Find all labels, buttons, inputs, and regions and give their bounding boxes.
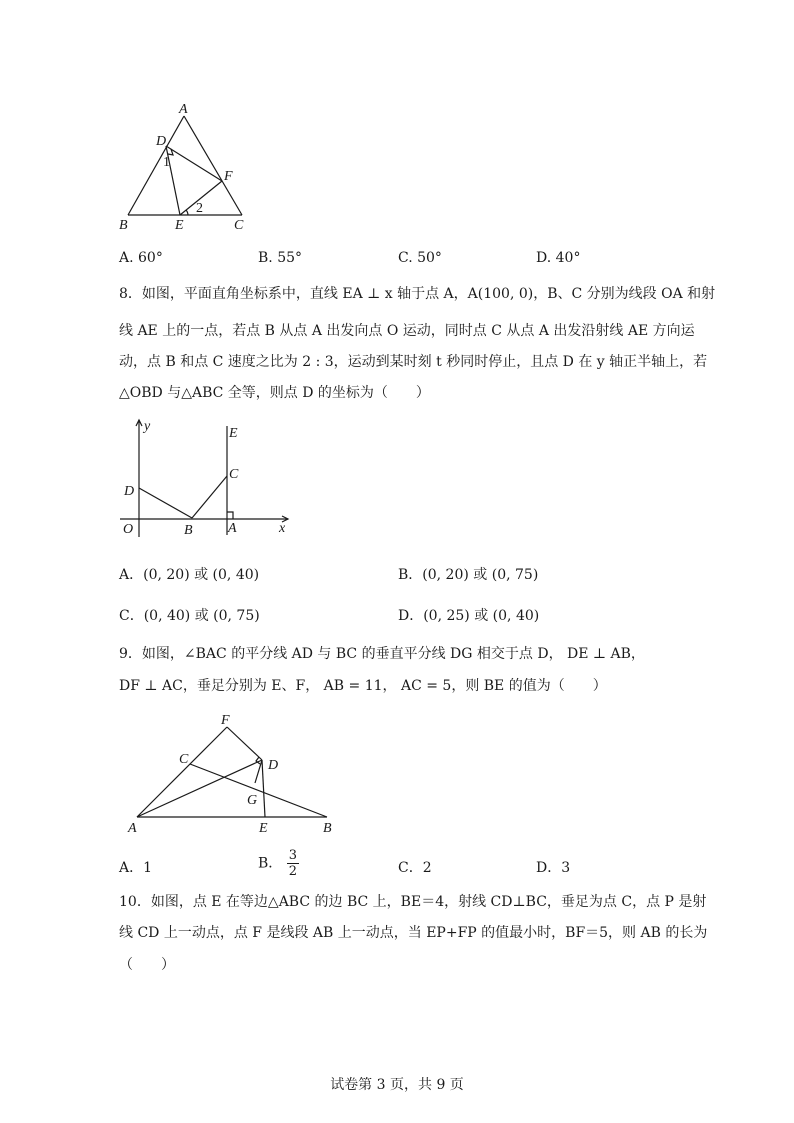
q9-label-e: E [259, 821, 268, 836]
q8-label-y: y [144, 419, 151, 434]
q9-option-b-denominator: 2 [288, 864, 298, 879]
q9-option-d[interactable]: D．3 [536, 860, 571, 876]
q7-option-d[interactable]: D. 40° [536, 250, 581, 266]
q8-label-d: D [124, 484, 135, 499]
q9-option-b-fraction [287, 848, 299, 879]
q9-option-b-numerator: 3 [288, 848, 298, 863]
q7-label-d: D [156, 134, 167, 149]
q8-option-d[interactable]: D．(0, 25) 或 (0, 40) [398, 608, 540, 624]
q7-label-2: 2 [196, 201, 203, 216]
q10-text-line-3: （ ） [119, 957, 175, 973]
q8-text-line-1: 8．如图，平面直角坐标系中，直线 EA ⊥ x 轴于点 A，A(100, 0)，B、C 分别为线段 OA 和射 [119, 286, 716, 302]
q7-option-b[interactable]: B. 55° [258, 250, 303, 266]
q8-option-a[interactable]: A．(0, 20) 或 (0, 40) [119, 567, 260, 583]
q9-label-b: B [323, 821, 332, 836]
q8-label-x: x [279, 521, 286, 536]
q10-text-line-1: 10．如图，点 E 在等边△ABC 的边 BC 上，BE＝4，射线 CD⊥BC，垂足为点 C，点 P 是射 [119, 894, 707, 910]
q7-option-c[interactable]: C. 50° [398, 250, 442, 266]
q9-label-d: D [268, 758, 279, 773]
q9-option-b-prefix: B． [258, 855, 283, 872]
q7-label-c: C [234, 218, 244, 233]
q10-text-line-2: 线 CD 上一动点，点 F 是线段 AB 上一动点，当 EP+FP 的值最小时，BF＝5，则 AB 的长为 [119, 925, 708, 941]
q9-text-line-2: DF ⊥ AC，垂足分别为 E、F， AB = 11， AC = 5，则 BE 的值为（ ） [119, 678, 607, 694]
q8-label-b: B [184, 523, 193, 538]
q8-text-line-2: 线 AE 上的一点，若点 B 从点 A 出发向点 O 运动，同时点 C 从点 A 出发沿射线 AE 方向运 [119, 323, 695, 339]
q8-label-a: A [228, 521, 237, 536]
q8-label-e: E [229, 426, 238, 441]
q8-text-line-4: △OBD 与△ABC 全等，则点 D 的坐标为（ ） [119, 385, 430, 401]
q7-label-e: E [175, 218, 184, 233]
q7-label-1: 1 [163, 155, 170, 170]
q8-option-b[interactable]: B．(0, 20) 或 (0, 75) [398, 567, 539, 583]
q9-option-c[interactable]: C．2 [398, 860, 432, 876]
q9-text-line-1: 9．如图，∠BAC 的平分线 AD 与 BC 的垂直平分线 DG 相交于点 D， DE ⊥ AB， [119, 646, 645, 662]
q8-coordinate-figure [112, 412, 302, 542]
q9-label-c: C [179, 752, 189, 767]
q9-triangle-figure [122, 707, 347, 837]
q8-label-o: O [123, 522, 134, 537]
q7-option-a[interactable]: A. 60° [119, 250, 163, 266]
q9-option-b[interactable] [258, 848, 299, 879]
q7-label-b: B [119, 218, 128, 233]
q9-option-a[interactable]: A．1 [119, 860, 153, 876]
q9-label-f: F [221, 713, 230, 728]
q7-label-a: A [179, 102, 188, 117]
q9-label-a: A [128, 821, 137, 836]
page-footer: 试卷第 3 页，共 9 页 [330, 1077, 464, 1093]
q7-triangle-figure [112, 100, 262, 235]
q8-option-c[interactable]: C．(0, 40) 或 (0, 75) [119, 608, 260, 624]
q8-text-line-3: 动，点 B 和点 C 速度之比为 2 : 3，运动到某时刻 t 秒同时停止，且点 D 在 y 轴正半轴上，若 [119, 354, 708, 370]
q9-label-g: G [247, 793, 258, 808]
q8-label-c: C [229, 467, 239, 482]
q7-label-f: F [224, 169, 233, 184]
